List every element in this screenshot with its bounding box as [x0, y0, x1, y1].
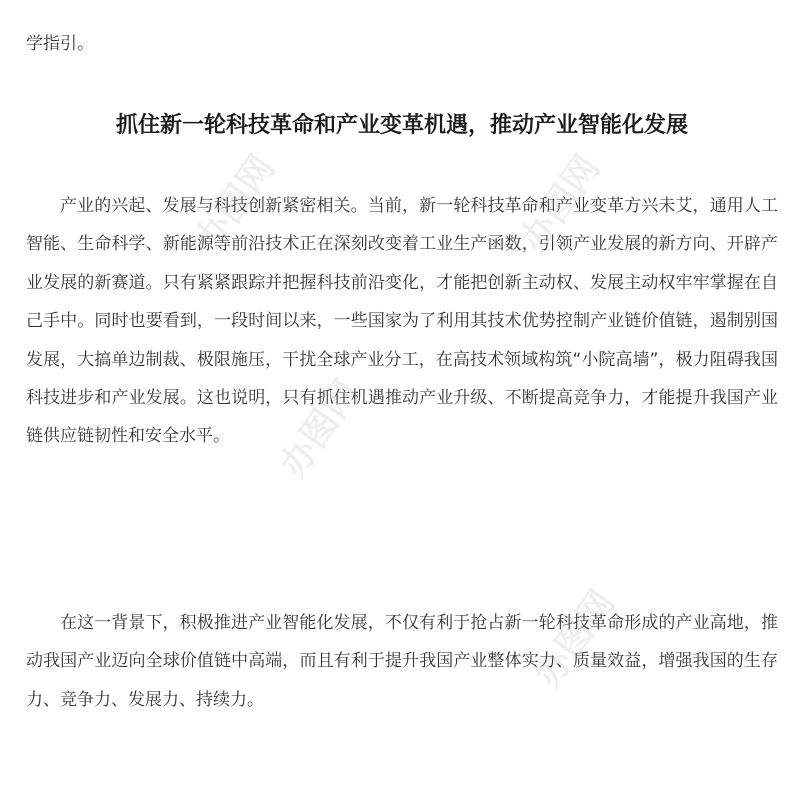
article-heading: 抓住新一轮科技革命和产业变革机遇，推动产业智能化发展: [115, 113, 688, 138]
watermark: 办图网: [527, 583, 624, 696]
watermark: 办图网: [187, 148, 284, 261]
paragraph-1: 产业的兴起、发展与科技创新紧密相关。当前，新一轮科技革命和产业变革方兴未艾，通用人工智能、生命科学、新能源等前沿技术正在深刻改变着工业生产函数，引领产业发展的新方向、开辟产业发展的新赛道。只有紧紧跟踪并把握科技前沿变化，才能把创新主动权、发展主动权牢牢掌握在自己手中。同时也要看到，一段时间以来，一些国家为了利用其技术优势控制产业链价值链，遏制别国发展，大搞单边制裁、极限施压，干扰全球产业分工，在高技术领域构筑“小院高墙”，极力阻碍我国科技进步和产业发展。这也说明，只有抓住机遇推动产业升级、不断提高竞争力，才能提升我国产业链供应链韧性和安全水平。: [26, 196, 778, 447]
watermark: 办图网: [512, 148, 609, 261]
lead-text: 学指引。: [26, 34, 94, 54]
paragraph-2: 在这一背景下，积极推进产业智能化发展，不仅有利于抢占新一轮科技革命形成的产业高地，推动我国产业迈向全球价值链中高端，而且有利于提升我国产业整体实力、质量效益，增强我国的生存力、竞争力、发展力、持续力。: [26, 613, 778, 710]
watermark: 办图网: [272, 373, 369, 486]
